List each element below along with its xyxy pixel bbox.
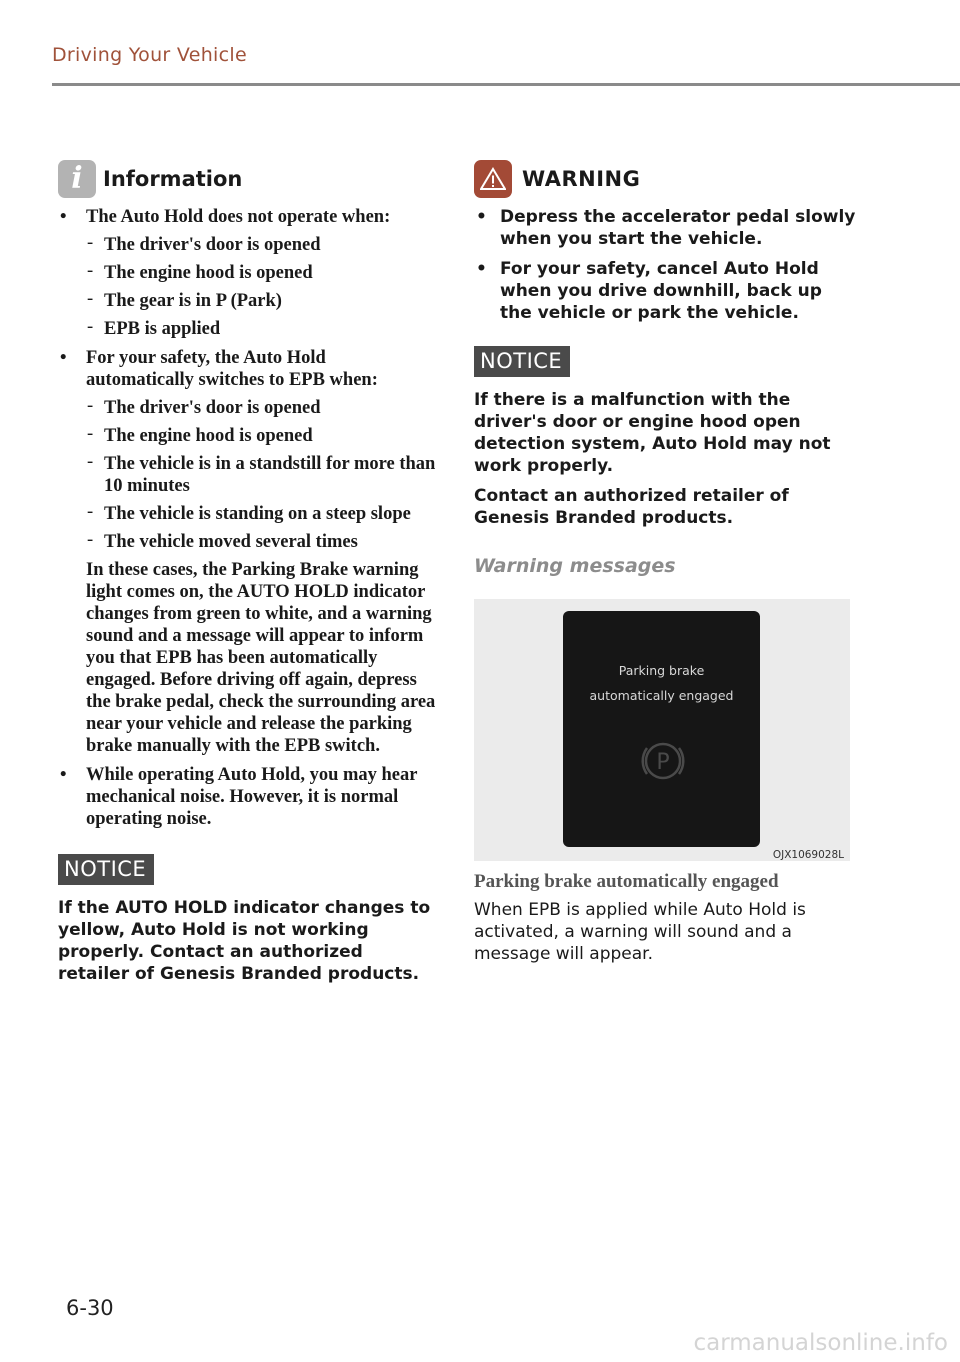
sub-item: - The engine hood is opened [86,262,438,284]
right-column [474,160,859,965]
notice-badge: NOTICE [58,854,154,885]
section-title-warning-messages: Warning messages [474,555,676,577]
bullet-text: The Auto Hold does not operate when: [86,207,391,227]
sub-item: - The driver's door is opened [86,397,438,419]
left-column [58,160,438,993]
sub-item: - The vehicle is standing on a steep slope [86,503,438,525]
notice-left-block [58,854,438,985]
warning-item: • For your safety, cancel Auto Hold when you drive downhill, back up the vehicle or park the vehicle. [474,258,859,324]
information-bullet [58,347,438,757]
figure-code: OJX1069028L [772,849,844,861]
notice-text: If there is a malfunction with the driver's door or engine hood open detection system, Auto Hold may not work properly. [474,390,831,476]
sub-item: - The vehicle is in a standstill for more than 10 minutes [86,453,438,497]
sub-item: - The vehicle moved several times [86,531,438,553]
cluster-display-figure [474,599,850,861]
sub-list [86,234,438,340]
sub-item: - The driver's door is opened [86,234,438,256]
parking-brake-icon [635,733,691,789]
info-icon: i [58,160,96,198]
notice-right-block [474,346,859,529]
svg-text:P: P [656,750,670,775]
warning-triangle-icon [474,160,512,198]
information-bullet [58,206,438,340]
information-header [58,160,438,198]
information-bullet [58,764,438,830]
bullet-text: For your safety, the Auto Hold automatically switches to EPB when: [86,348,378,390]
warning-header [474,160,859,198]
notice-badge: NOTICE [474,346,570,377]
sub-item: - EPB is applied [86,318,438,340]
warning-title: WARNING [522,167,641,191]
notice-text: If the AUTO HOLD indicator changes to yellow, Auto Hold is not working properly. Contact an authorized retailer of Genesis Branded products. [58,898,431,984]
watermark: carmanualsonline.info [693,1330,948,1356]
bullet-text: While operating Auto Hold, you may hear mechanical noise. However, it is normal operating noise. [86,765,418,829]
information-note: In these cases, the Parking Brake warning light comes on, the AUTO HOLD indicator changes from green to white, and a warning sound and a message will appear to inform you that EPB has been automatically engaged. Before driving off again, depress the brake pedal, check the surrounding area near your vehicle and release the parking brake manually with the EPB switch. [86,560,436,756]
information-list [58,206,438,830]
sub-item: - The engine hood is opened [86,425,438,447]
warning-list [474,206,859,324]
information-title: Information [103,167,243,191]
screen-message-line1: Parking brake [618,663,705,678]
sub-list [86,397,438,553]
warning-item: • Depress the accelerator pedal slowly when you start the vehicle. [474,206,859,250]
cluster-screen [563,611,760,847]
notice-text: Contact an authorized retailer of Genesis Branded products. [474,486,789,528]
sub-item: - The gear is in P (Park) [86,290,438,312]
caption-title: Parking brake automatically engaged [474,871,779,892]
page-number: 6-30 [66,1296,114,1320]
caption-body: When EPB is applied while Auto Hold is activated, a warning will sound and a message will appear. [474,900,806,964]
screen-message-line2: automatically engaged [589,688,734,703]
header-divider [52,83,960,86]
page-header-title: Driving Your Vehicle [52,44,247,66]
